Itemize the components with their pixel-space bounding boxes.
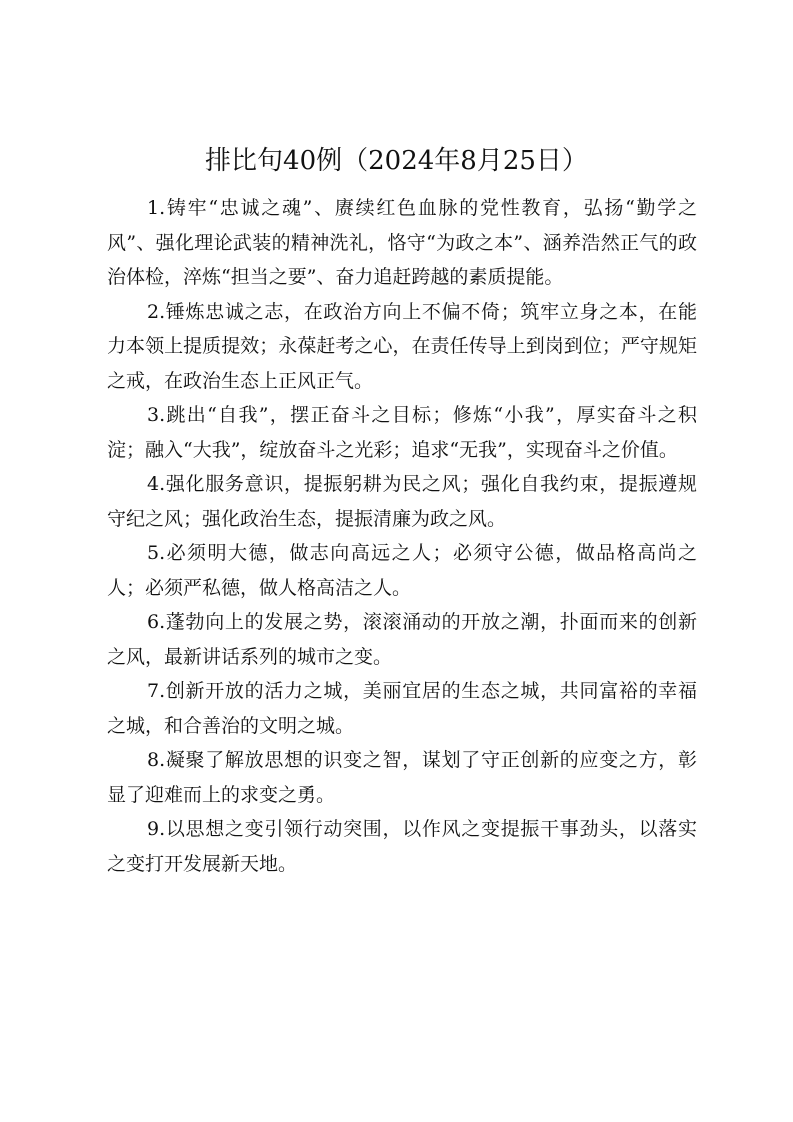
paragraph-2: 2.锤炼忠诚之志，在政治方向上不偏不倚；筑牢立身之本，在能力本领上提质提效；永葆赶考之心，在责任传导上到岗到位；严守规矩之戒，在政治生态上正风正气。: [107, 300, 697, 392]
document-body: [107, 191, 697, 881]
paragraph-4: 4.强化服务意识，提振躬耕为民之风；强化自我约束，提振遵规守纪之风；强化政治生态，提振清廉为政之风。: [107, 473, 697, 530]
paragraph-9: 9.以思想之变引领行动突围，以作风之变提振干事劲头，以落实之变打开发展新天地。: [107, 818, 697, 875]
document-title: 排比句40例（2024年8月25日）: [205, 146, 588, 176]
paragraph-8: 8.凝聚了解放思想的识变之智，谋划了守正创新的应变之方，彰显了迎难而上的求变之勇。: [107, 749, 697, 806]
paragraph-5: 5.必须明大德，做志向高远之人；必须守公德，做品格高尚之人；必须严私德，做人格高洁之人。: [107, 542, 697, 599]
paragraph-1: 1.铸牢“忠诚之魂”、赓续红色血脉的党性教育，弘扬“勤学之风”、强化理论武装的精神洗礼，恪守“为政之本”、涵养浩然正气的政治体检，淬炼“担当之要”、奋力追赶跨越的素质提能。: [107, 197, 697, 288]
paragraph-7: 7.创新开放的活力之城，美丽宜居的生态之城，共同富裕的幸福之城，和合善治的文明之城。: [107, 680, 697, 737]
paragraph-3: 3.跳出“自我”，摆正奋斗之目标；修炼“小我”，厚实奋斗之积淀；融入“大我”，绽放奋斗之光彩；追求“无我”，实现奋斗之价值。: [107, 404, 697, 461]
paragraph-6: 6.蓬勃向上的发展之势，滚滚涌动的开放之潮，扑面而来的创新之风，最新讲话系列的城市之变。: [107, 611, 697, 668]
